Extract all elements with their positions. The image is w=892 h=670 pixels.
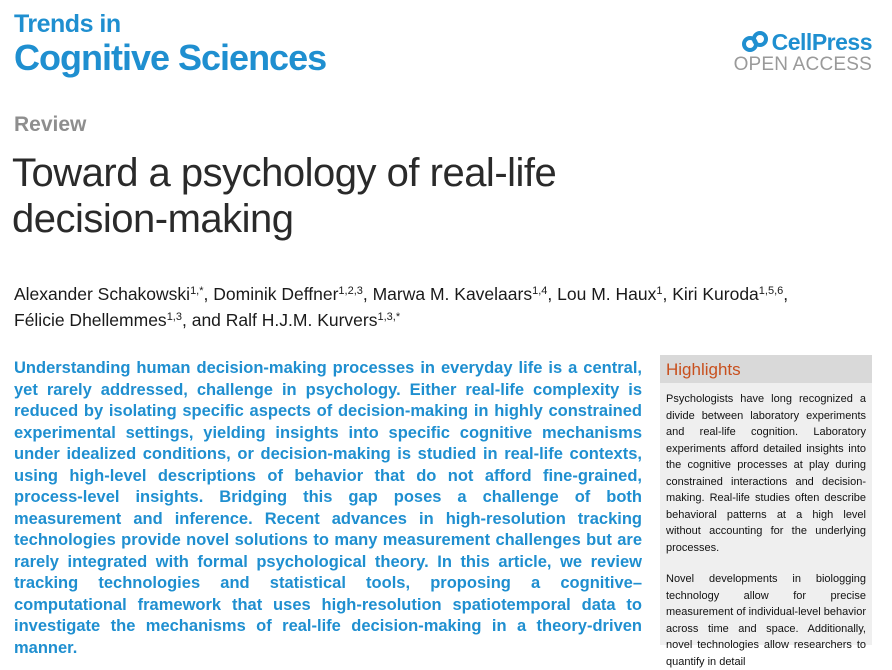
author-name[interactable]: Dominik Deffner — [213, 284, 339, 304]
author-affiliation: 1,4 — [532, 285, 548, 297]
highlights-body — [660, 383, 872, 670]
article-title: Toward a psychology of real-life decision-making — [12, 151, 557, 241]
author-affiliation: 1,3 — [166, 311, 182, 323]
publisher-block — [734, 30, 872, 76]
author-name[interactable]: Félicie Dhellemmes — [14, 310, 167, 330]
abstract: Understanding human decision-making processes in everyday life is a central, yet rarely addressed, challenge in psychology. Either real-life complexity is reduced by isolating specific aspects of decision-making in highly constrained experimental settings, yielding insights into specific cognitive mechanisms under idealized conditions, or decision-making is studied in real-life contexts, using high-level descriptions of behavior that do not afford fine-grained, process-level insights. Bridging this gap poses a challenge of both measurement and inference. Recent advances in high-resolution tracking technologies provide novel solutions to many measurement challenges but are rarely integrated with formal psychological theory. In this article, we review tracking technologies and statistical tools, proposing a cognitive–computational framework that uses high-resolution spatiotemporal data to investigate the mechanisms of real-life decision-making in a theory-driven manner. — [14, 359, 642, 657]
author-name[interactable]: Kiri Kuroda — [672, 284, 759, 304]
journal-name — [14, 10, 326, 78]
author-affiliation: 1,2,3 — [338, 285, 363, 297]
cellpress-logo-icon — [742, 31, 768, 53]
author-affiliation: 1 — [656, 285, 663, 297]
author-conjunction: and — [191, 310, 221, 330]
highlights-paragraph: Psychologists have long recognized a divide between laboratory experiments and real-life cognition. Laboratory experiments afford detailed insights into the cognitive processes at play during constrained interactions and decision-making. Real-life studies often describe behavioral patterns at a high level without accounting for the underlying processes. — [666, 393, 866, 554]
open-access-label: OPEN ACCESS — [733, 54, 872, 75]
highlights-heading: Highlights — [660, 355, 872, 383]
author-list: Alexander Schakowski$^{1,*}$, Dominik Deffner$^{1,2,3}$, Marwa M. Kavelaars$^{1,4}$, Lou M. Haux$^1$, Kiri Kuroda$^{1,5,6}$, Félicie Dhellemmes$^{1,3}$, and Ralf H.J.M. Kurvers$^{1,3,*}$ — [14, 284, 789, 330]
author-affiliation: 1,3,* — [377, 311, 401, 323]
article-type: Review — [14, 113, 87, 136]
highlights-box — [660, 355, 872, 668]
author-name[interactable]: Ralf H.J.M. Kurvers — [225, 310, 378, 330]
author-name[interactable]: Lou M. Haux — [557, 284, 657, 304]
journal-name-line1: Trends in — [14, 10, 121, 38]
highlights-paragraph: Novel developments in biologging technology allow for precise measurement of individual-level behavior across time and space. Additionally, novel technologies allow researchers to quantify in detail — [666, 573, 866, 668]
journal-name-line2: Cognitive Sciences — [14, 37, 327, 78]
author-affiliation: 1,5,6 — [758, 285, 784, 297]
author-name[interactable]: Marwa M. Kavelaars — [372, 284, 533, 304]
author-name[interactable]: Alexander Schakowski — [14, 284, 191, 304]
author-affiliation: 1,* — [190, 285, 204, 297]
publisher-name: CellPress — [771, 29, 872, 55]
